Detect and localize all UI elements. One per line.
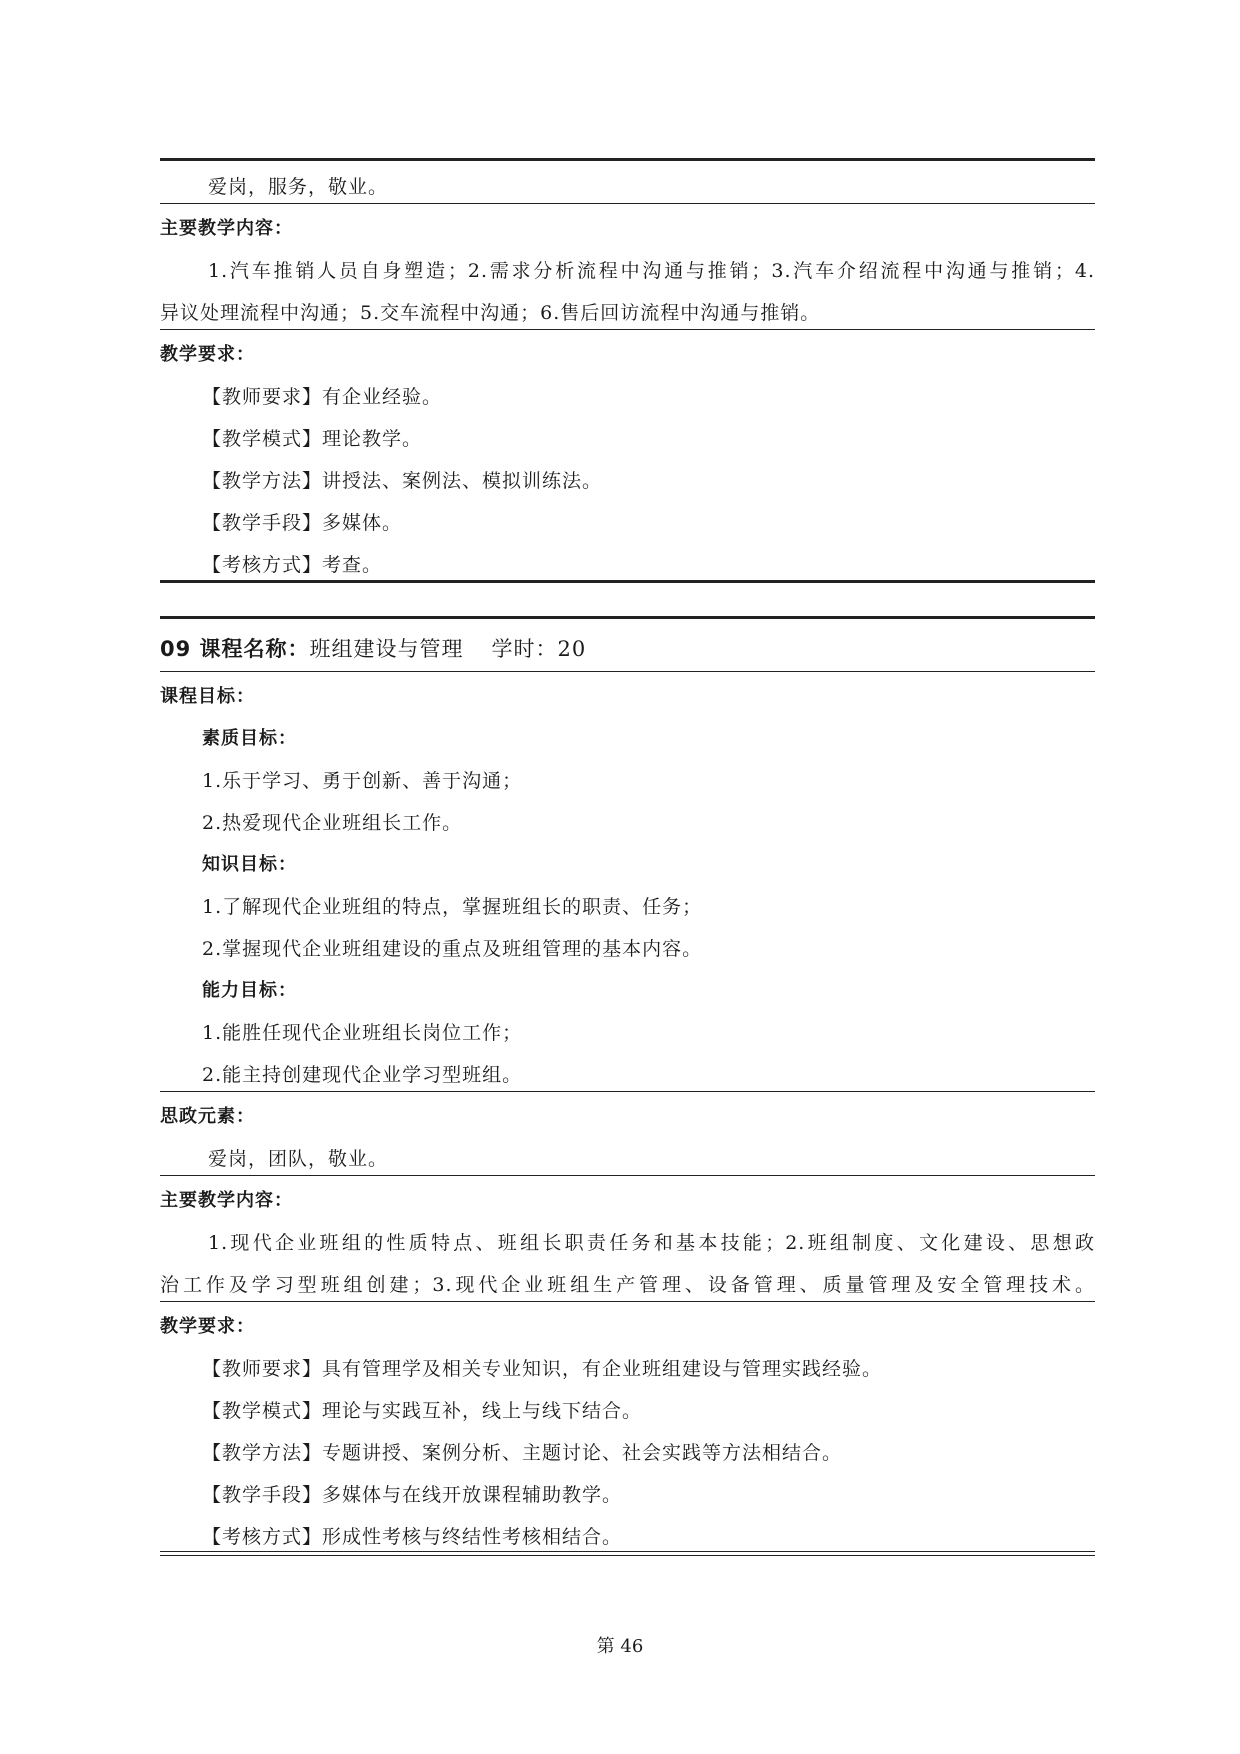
req-heading-prev: 教学要求：	[160, 344, 255, 365]
top-rule	[160, 158, 1095, 161]
req-item-prev: 【考核方式】考查。	[202, 554, 383, 576]
content-heading-prev: 主要教学内容：	[160, 218, 293, 239]
req-item: 【考核方式】形成性考核与终结性考核相结合。	[202, 1526, 623, 1548]
course-number-label: 09 课程名称：	[160, 637, 310, 661]
divider	[160, 329, 1095, 330]
course-hours-label: 学时：	[491, 637, 558, 661]
ideology-text-prev: 爱岗，服务，敬业。	[208, 176, 389, 198]
knowledge-item: 1.了解现代企业班组的特点，掌握班组长的职责、任务；	[202, 896, 703, 918]
course-hours: 20	[557, 637, 587, 661]
divider	[160, 1301, 1095, 1302]
content-line-prev-2: 异议处理流程中沟通；5.交车流程中沟通；6.售后回访流程中沟通与推销。	[160, 302, 821, 324]
content-line-2: 治工作及学习型班组创建；3.现代企业班组生产管理、设备管理、质量管理及安全管理技术。	[160, 1274, 1095, 1296]
ability-item: 2.能主持创建现代企业学习型班组。	[202, 1064, 523, 1086]
objectives-heading: 课程目标：	[160, 686, 255, 707]
content-line-prev-1: 1.汽车推销人员自身塑造；2.需求分析流程中沟通与推销；3.汽车介绍流程中沟通与推销；4.	[208, 260, 1095, 282]
req-item-prev: 【教学手段】多媒体。	[202, 512, 403, 534]
section-end-rule	[160, 1555, 1095, 1556]
quality-heading: 素质目标：	[202, 728, 297, 749]
page-number: 第 46	[596, 1636, 644, 1657]
divider	[160, 1091, 1095, 1092]
divider	[160, 1175, 1095, 1176]
req-item: 【教学模式】理论与实践互补，线上与线下结合。	[202, 1400, 643, 1422]
req-heading: 教学要求：	[160, 1316, 255, 1337]
knowledge-item: 2.掌握现代企业班组建设的重点及班组管理的基本内容。	[202, 938, 703, 960]
ideology-text: 爱岗，团队，敬业。	[208, 1148, 389, 1170]
ideology-heading: 思政元素：	[160, 1106, 255, 1127]
ability-item: 1.能胜任现代企业班组长岗位工作；	[202, 1022, 523, 1044]
content-line-1: 1.现代企业班组的性质特点、班组长职责任务和基本技能；2.班组制度、文化建设、思想政	[208, 1232, 1095, 1254]
ability-heading: 能力目标：	[202, 980, 297, 1001]
req-item-prev: 【教学方法】讲授法、案例法、模拟训练法。	[202, 470, 603, 492]
req-item: 【教师要求】具有管理学及相关专业知识，有企业班组建设与管理实践经验。	[202, 1358, 883, 1380]
divider	[160, 671, 1095, 672]
section-end-rule	[160, 1551, 1095, 1552]
course-title	[160, 628, 1095, 670]
req-item-prev: 【教师要求】有企业经验。	[202, 386, 443, 408]
req-item-prev: 【教学模式】理论教学。	[202, 428, 423, 450]
section-start-rule	[160, 616, 1095, 619]
divider	[160, 203, 1095, 204]
section-end-rule	[160, 580, 1095, 583]
req-item: 【教学方法】专题讲授、案例分析、主题讨论、社会实践等方法相结合。	[202, 1442, 843, 1464]
content-heading: 主要教学内容：	[160, 1190, 293, 1211]
quality-item: 1.乐于学习、勇于创新、善于沟通；	[202, 770, 523, 792]
course-name: 班组建设与管理	[309, 637, 464, 661]
knowledge-heading: 知识目标：	[202, 854, 297, 875]
quality-item: 2.热爱现代企业班组长工作。	[202, 812, 463, 834]
req-item: 【教学手段】多媒体与在线开放课程辅助教学。	[202, 1484, 623, 1506]
